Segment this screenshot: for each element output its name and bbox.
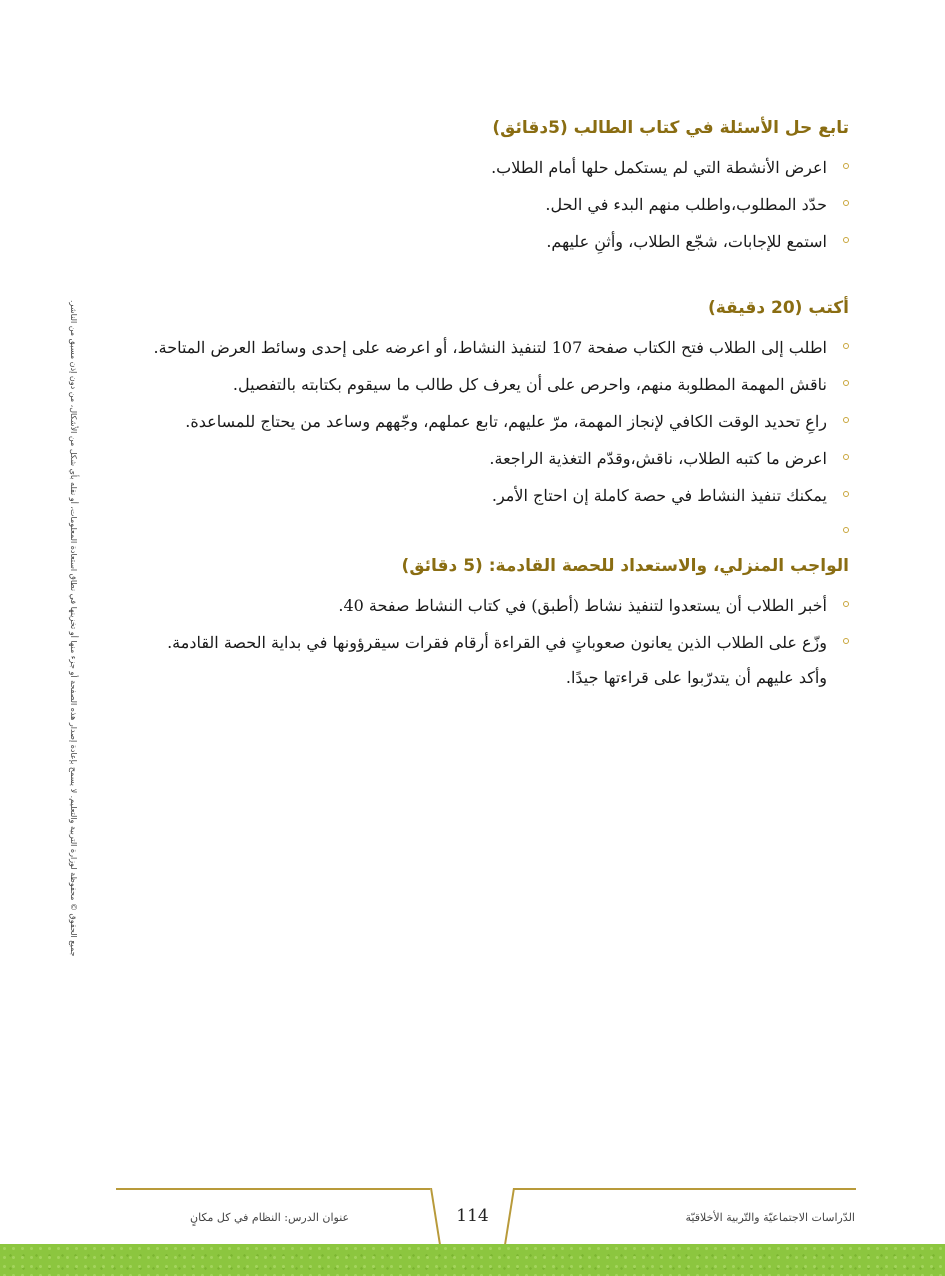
section-continue-questions bbox=[109, 113, 849, 260]
section-heading: الواجب المنزلي، والاستعداد للحصة القادمة: (5 دقائق) bbox=[401, 556, 849, 576]
footer-divider bbox=[514, 1188, 856, 1190]
list-item: أخبر الطلاب أن يستعدوا لتنفيذ نشاط (أطبق) في كتاب النشاط صفحة 40. bbox=[109, 587, 849, 624]
footer-divider bbox=[116, 1188, 430, 1190]
bullet-icon bbox=[843, 527, 849, 533]
decorative-band bbox=[0, 1244, 945, 1276]
page: تابع حل الأسئلة في كتاب الطالب (5دقائق) اعرض الأنشطة التي لم يستكمل حلها أمام الطلاب. حدّد المطلوب،واطلب منهم البدء في الحل. استمع للإجابات، شجّع الطلاب، وأثنِ عليهم. أكتب (20 دقيقة) اطلب إلى الطلاب فتح الكتاب صفحة 107 لتنفيذ النشاط، أو اعرضه على إحدى وسائط العرض المتاحة. ناقش المهمة المطلوبة منهم، واحرص على أن يعرف كل طالب ما سيقوم بكتابته بالتفصيل. راعِ تحديد الوقت الكافي لإنجاز المهمة، مرّ عليهم، تابع عملهم، وجّههم وساعد من يحتاج للمساعدة. اعرض ما كتبه الطلاب، ناقش،وقدّم التغذية الراجعة. يمكنك تنفيذ النشاط في حصة كاملة إن احتاج الأمر. الواجب المنزلي، والاستعداد للحصة القادمة: (5 دقائق) أخبر الطلاب أن يستعدوا لتنفيذ نشاط (أطبق) في كتاب النشاط صفحة 40. وزّع على الطلاب الذين يعانون صعوباتٍ في القراءة أرقام فقرات سيقرؤونها في بداية الحصة القادمة. وأكد عليهم أن يتدرّبوا على قراءتها جيدًا. جميع الحقوق © محفوظة لوزارة التربية والتعليم. لا يسمح بإعادة إصدار هذه الصفحة أو جزء منها أو تخزينها في نطاق استعادة المعلومات، أو نقله بأي شكل من الأشكال، من دون إذن مسبق من الناشر. 114 عنوان الدرس: النظام في كل مكانٍ الدّراسات الاجتماعيّة والتّربية الأخلاقيّة bbox=[0, 0, 945, 1276]
bullet-icon bbox=[843, 343, 849, 349]
section-write bbox=[109, 293, 849, 514]
subject-title: الدّراسات الاجتماعيّة والتّربية الأخلاقيّة bbox=[685, 1211, 855, 1224]
list-item: اعرض الأنشطة التي لم يستكمل حلها أمام الطلاب. bbox=[109, 149, 849, 186]
bullet-icon bbox=[843, 237, 849, 243]
page-number: 114 bbox=[456, 1206, 489, 1226]
bullet-icon bbox=[843, 454, 849, 460]
list-item: ناقش المهمة المطلوبة منهم، واحرص على أن يعرف كل طالب ما سيقوم بكتابته بالتفصيل. bbox=[109, 366, 849, 403]
bullet-icon bbox=[843, 200, 849, 206]
list-item: يمكنك تنفيذ النشاط في حصة كاملة إن احتاج الأمر. bbox=[109, 477, 849, 514]
bullet-icon bbox=[843, 417, 849, 423]
list-item: اطلب إلى الطلاب فتح الكتاب صفحة 107 لتنفيذ النشاط، أو اعرضه على إحدى وسائط العرض المتاحة. bbox=[109, 329, 849, 366]
list-item: حدّد المطلوب،واطلب منهم البدء في الحل. bbox=[109, 186, 849, 223]
section-homework bbox=[109, 551, 849, 695]
list-item-continuation: وأكد عليهم أن يتدرّبوا على قراءتها جيدًا. bbox=[565, 668, 827, 687]
bullet-icon bbox=[843, 380, 849, 386]
section-heading: تابع حل الأسئلة في كتاب الطالب (5دقائق) bbox=[492, 118, 849, 138]
list-item: وزّع على الطلاب الذين يعانون صعوباتٍ في القراءة أرقام فقرات سيقرؤونها في بداية الحصة القادمة. وأكد عليهم أن يتدرّبوا على قراءتها جيدًا. bbox=[109, 624, 849, 695]
bullet-icon bbox=[843, 601, 849, 607]
list-item: راعِ تحديد الوقت الكافي لإنجاز المهمة، مرّ عليهم، تابع عملهم، وجّههم وساعد من يحتاج للمساعدة. bbox=[109, 403, 849, 440]
section-heading: أكتب (20 دقيقة) bbox=[707, 298, 849, 318]
list-item: اعرض ما كتبه الطلاب، ناقش،وقدّم التغذية الراجعة. bbox=[109, 440, 849, 477]
lesson-title: عنوان الدرس: النظام في كل مكانٍ bbox=[190, 1211, 350, 1224]
list-item: استمع للإجابات، شجّع الطلاب، وأثنِ عليهم. bbox=[109, 223, 849, 260]
bullet-icon bbox=[843, 638, 849, 644]
bullet-icon bbox=[843, 163, 849, 169]
bullet-icon bbox=[843, 491, 849, 497]
